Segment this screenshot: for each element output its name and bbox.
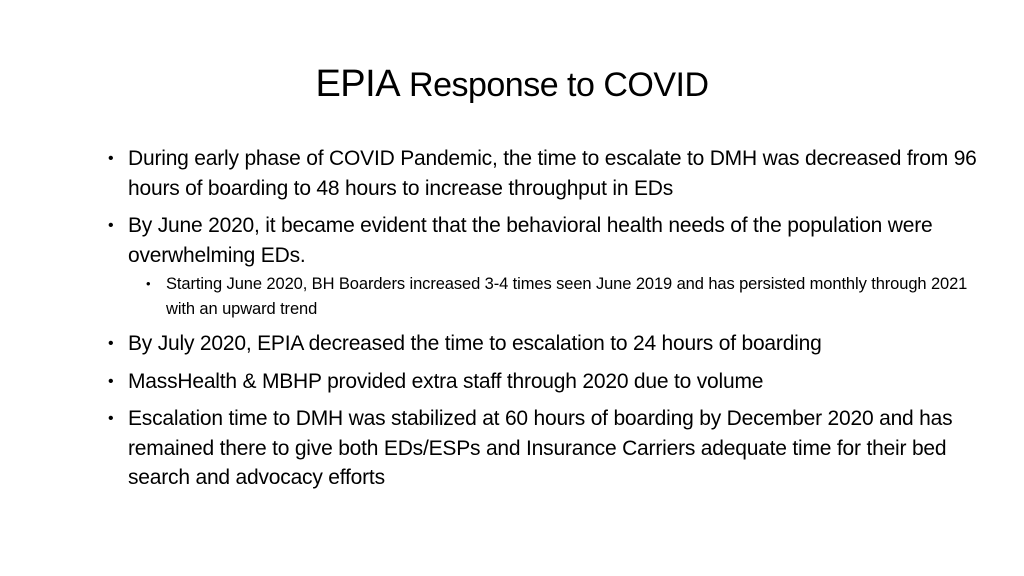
title-part-rest: Response to COVID [400,66,709,104]
bullet-item [108,367,988,397]
bullet-text: MassHealth & MBHP provided extra staff through 2020 due to volume [128,369,764,393]
bullet-item [108,329,988,359]
bullet-item [108,404,988,493]
bullet-text: By July 2020, EPIA decreased the time to escalation to 24 hours of boarding [128,332,822,355]
bullet-dot: • [108,217,114,234]
bullet-item [108,144,988,203]
bullet-dot: • [108,410,114,427]
bullet-dot: • [108,150,114,167]
bullet-text: Escalation time to DMH was stabilized at 60 hours of boarding by December 2020 and has remained there to give both EDs/ESPs and Insurance Carriers adequate time for their bed search and advocacy efforts [128,407,953,489]
bullet-item [108,211,988,270]
sub-bullet-text: Starting June 2020, BH Boarders increased 3-4 times seen June 2019 and has persisted monthly through 2021 with an upward trend [166,275,968,318]
sub-bullet-dot: • [146,276,151,291]
bullet-list [108,144,988,501]
title-part-acronym: EPIA [315,63,401,105]
bullet-text: During early phase of COVID Pandemic, the time to escalate to DMH was decreased from 96 hours of boarding to 48 hours to increase throughput in EDs [128,147,977,200]
bullet-text: By June 2020, it became evident that the behavioral health needs of the population were overwhelming EDs. [128,214,933,267]
bullet-dot: • [108,335,114,352]
slide-title [0,58,1024,111]
bullet-dot: • [108,372,114,390]
sub-bullet-item [108,272,988,321]
